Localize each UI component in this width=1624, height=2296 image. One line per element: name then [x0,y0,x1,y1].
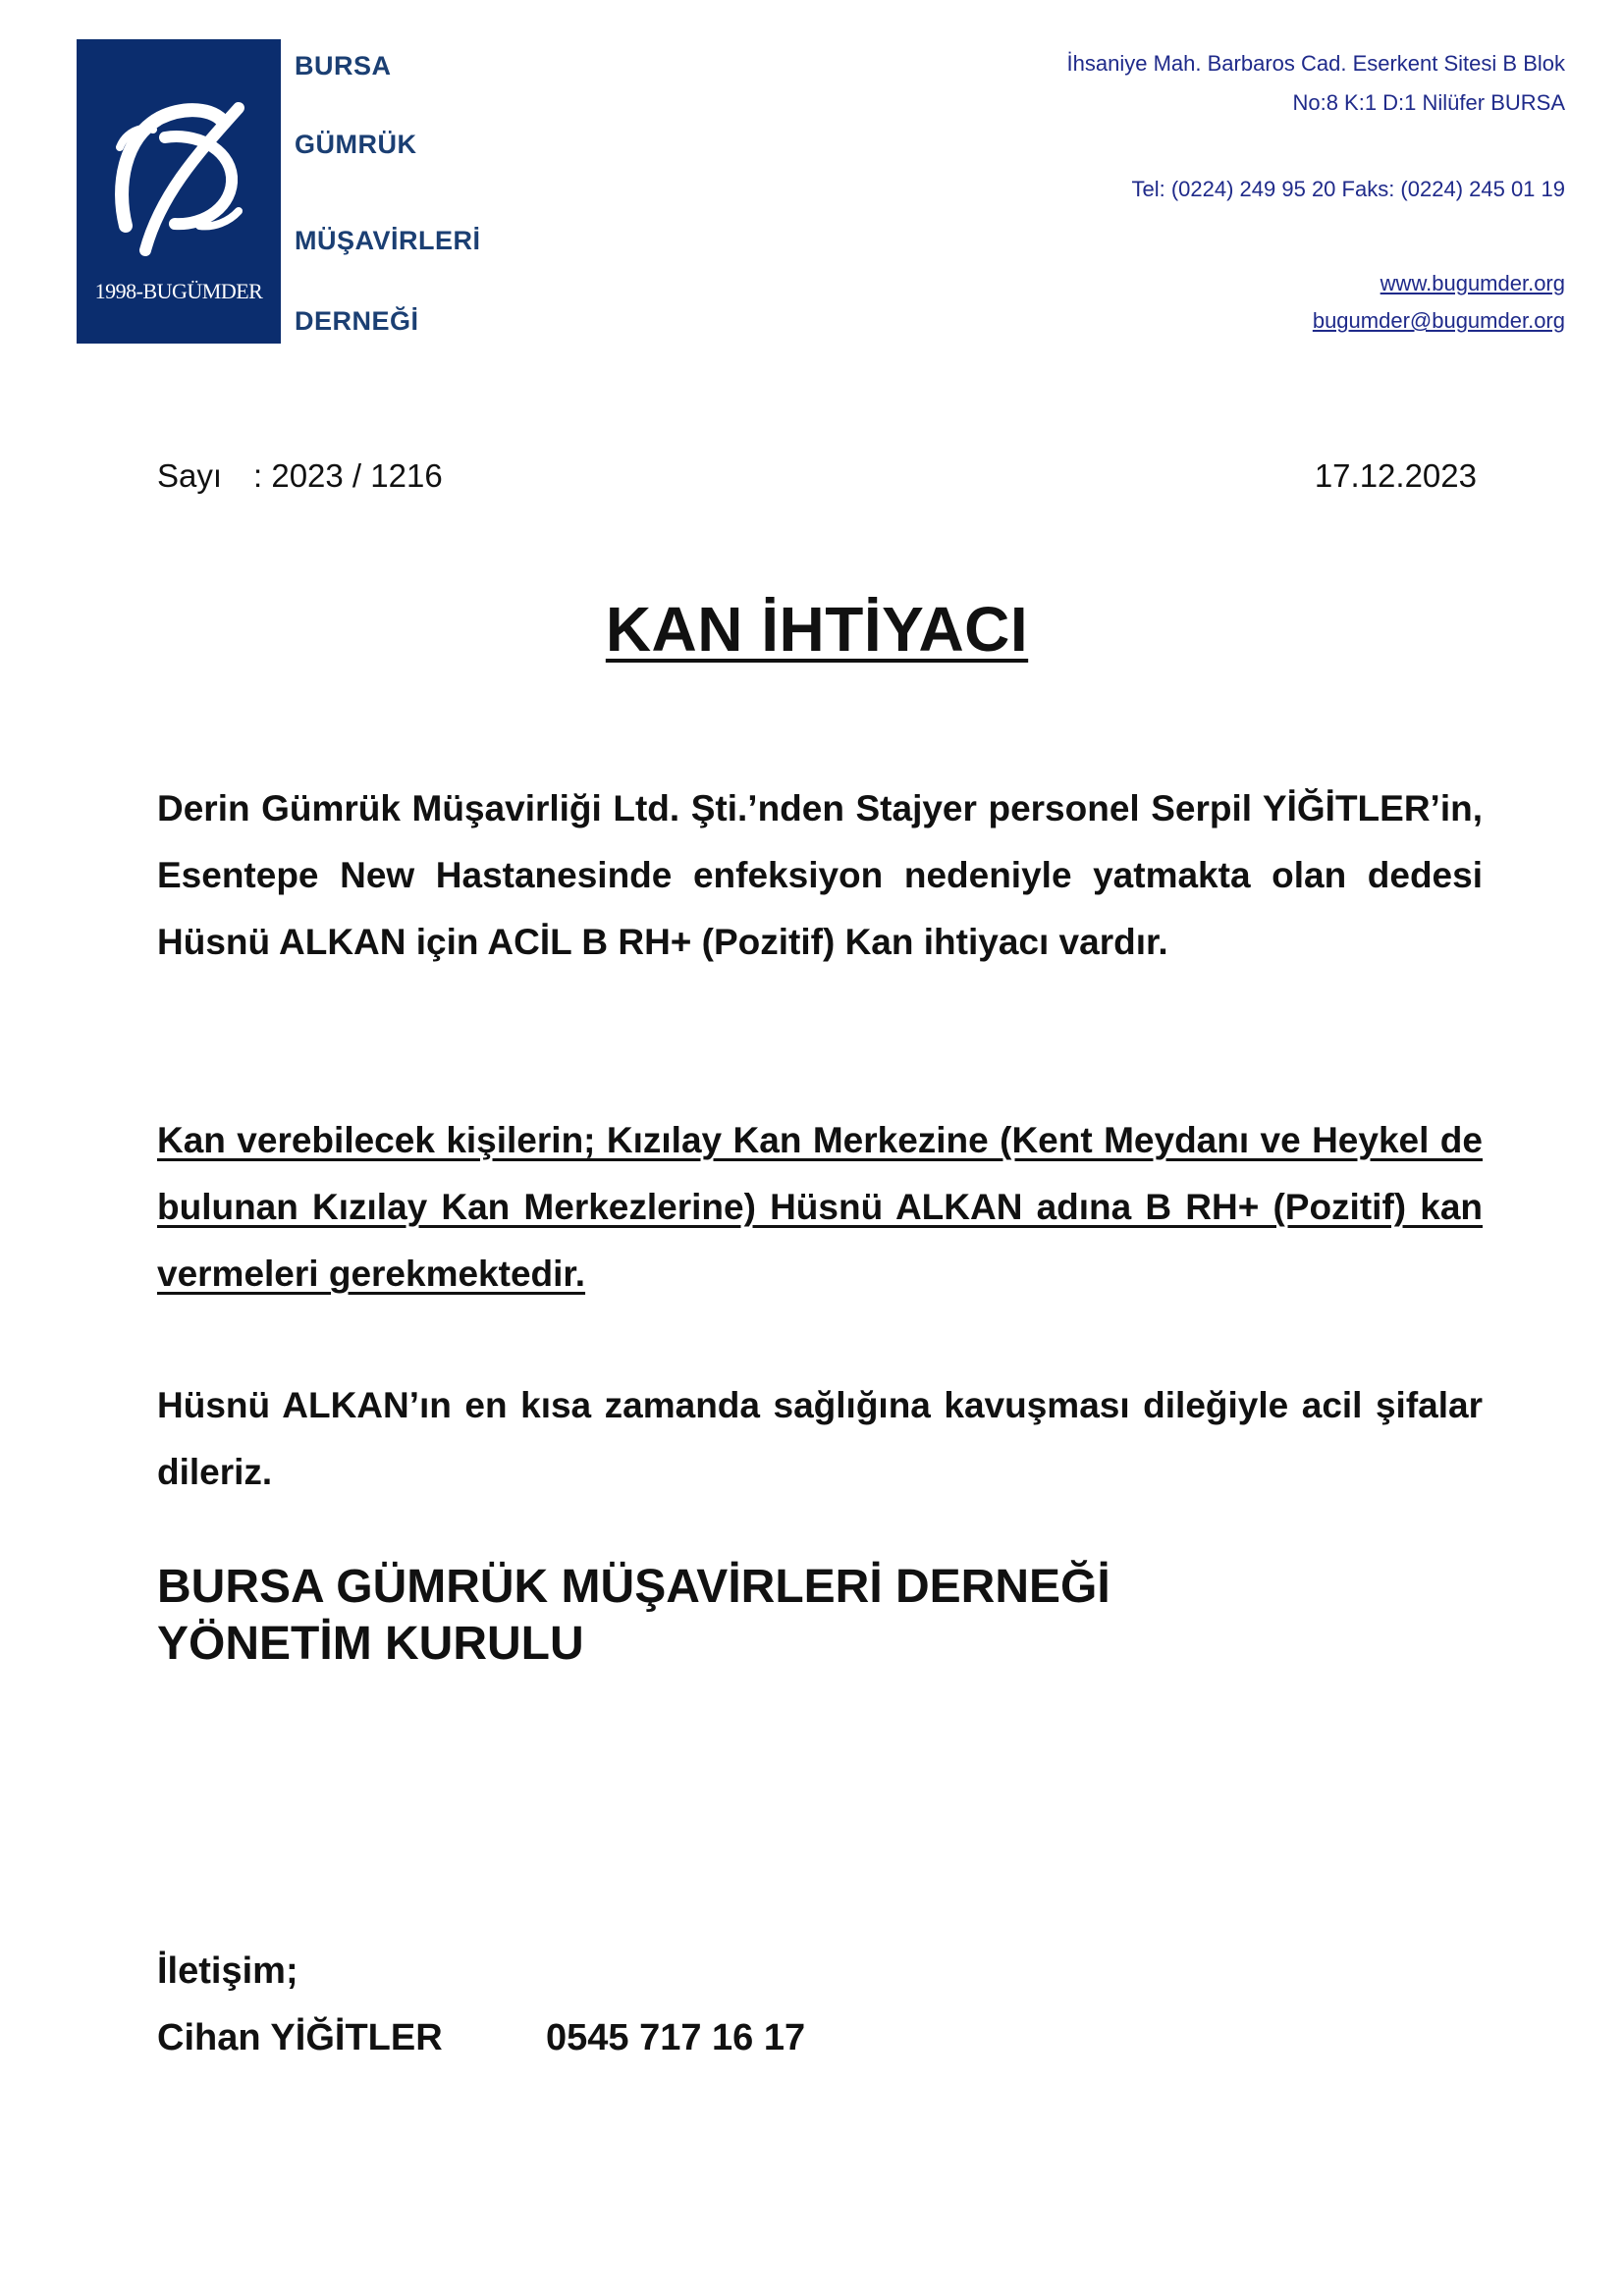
contact-name: Cihan YİĞİTLER [157,2017,443,2058]
association-logo [77,39,281,344]
org-name-line-2: GÜMRÜK [295,130,417,159]
logo-emblem-icon [106,79,253,265]
email-link[interactable]: bugumder@bugumder.org [1312,308,1565,333]
reference-number: : 2023 / 1216 [253,457,443,494]
org-name-line-4: DERNEĞİ [295,306,419,336]
contact-block [157,1938,806,2071]
logo-caption: 1998-BUGÜMDER [94,279,263,303]
address-line-1: İhsaniye Mah. Barbaros Cad. Eserkent Sitesi B Blok [1066,51,1565,76]
body-paragraph-1: Derin Gümrük Müşavirliği Ltd. Şti.’nden Stajyer personel Serpil YİĞİTLER’in, Esentepe New Hastanesinde enfeksiyon nedeniyle yatmakta olan dedesi Hüsnü ALKAN için ACİL B RH+ (Pozitif) Kan ihtiyacı vardır. [157,788,1483,962]
org-name-line-3: MÜŞAVİRLERİ [295,226,481,255]
body-paragraph-2: Kan verebilecek kişilerin; Kızılay Kan Merkezine (Kent Meydanı ve Heykel de bulunan Kızılay Kan Merkezlerine) Hüsnü ALKAN adına B RH+ (Pozitif) kan vermeleri gerekmektedir. [157,1120,1483,1294]
phone-fax: Tel: (0224) 249 95 20 Faks: (0224) 245 01 19 [1131,177,1565,201]
document-title [0,593,1624,666]
document-date: 17.12.2023 [1314,457,1477,494]
signature-line-2: YÖNETİM KURULU [157,1618,584,1670]
document-title-text: KAN İHTİYACI [605,594,1029,665]
reference-label: Sayı [157,457,223,494]
address-line-2: No:8 K:1 D:1 Nilüfer BURSA [1292,90,1565,115]
signature-block [157,1559,1110,1673]
contact-heading: İletişim; [157,1950,298,1992]
signature-line-1: BURSA GÜMRÜK MÜŞAVİRLERİ DERNEĞİ [157,1561,1110,1613]
org-name-line-1: BURSA [295,51,392,80]
website-link[interactable]: www.bugumder.org [1380,271,1565,295]
body-paragraph-3: Hüsnü ALKAN’ın en kısa zamanda sağlığına kavuşması dileğiyle acil şifalar dileriz. [157,1385,1483,1492]
association-name [295,39,589,344]
contact-phone: 0545 717 16 17 [546,2017,806,2058]
